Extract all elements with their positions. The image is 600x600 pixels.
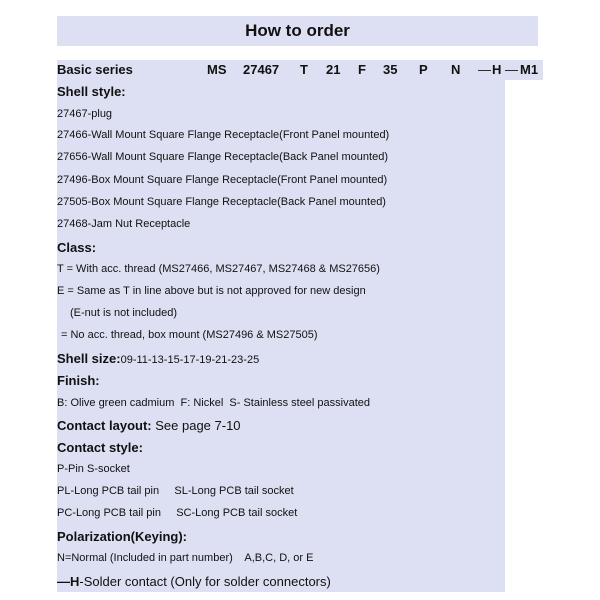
solder-prefix: —H xyxy=(57,574,80,589)
shell-size-row xyxy=(57,351,259,366)
page-title: How to order xyxy=(245,21,350,40)
code-finish: F xyxy=(358,62,366,77)
finish-item: B: Olive green cadmium F: Nickel S- Stainless steel passivated xyxy=(57,397,371,409)
code-contact-style: P xyxy=(419,62,428,77)
contact-style-item: P-Pin S-socket xyxy=(57,463,130,475)
finish-heading: Finish: xyxy=(57,373,100,388)
code-m1: M1 xyxy=(520,62,539,77)
polarization-heading: Polarization(Keying): xyxy=(57,529,188,544)
contact-style-heading: Contact style: xyxy=(57,440,143,455)
shell-style-item: 27496-Box Mount Square Flange Receptacle(Front Panel mounted) xyxy=(57,174,388,186)
solder-text: -Solder contact (Only for solder connectors) xyxy=(79,574,331,589)
solder-row xyxy=(57,574,331,589)
code-h: H xyxy=(492,62,502,77)
code-shell-size: 21 xyxy=(326,62,341,77)
class-item: (E-nut is not included) xyxy=(70,307,177,319)
class-item: = No acc. thread, box mount (MS27496 & MS27505) xyxy=(61,329,318,341)
contact-style-item: PC-Long PCB tail pin SC-Long PCB tail socket xyxy=(57,507,298,519)
shell-style-item: 27468-Jam Nut Receptacle xyxy=(57,218,191,230)
arrow-1: — xyxy=(478,62,491,77)
shell-style-item: 27466-Wall Mount Square Flange Receptacle(Front Panel mounted) xyxy=(57,129,390,141)
contact-layout-value: See page 7-10 xyxy=(151,418,241,433)
code-shell-style: 27467 xyxy=(243,62,280,77)
class-item: T = With acc. thread (MS27466, MS27467, MS27468 & MS27656) xyxy=(57,263,380,275)
contact-layout-heading: Contact layout: xyxy=(57,418,152,433)
class-item: E = Same as T in line above but is not approved for new design xyxy=(57,285,366,297)
class-heading: Class: xyxy=(57,240,97,255)
code-contact-layout: 35 xyxy=(383,62,398,77)
code-ms: MS xyxy=(207,62,227,77)
shell-size-value: 09-11-13-15-17-19-21-23-25 xyxy=(120,354,260,366)
shell-style-item: 27505-Box Mount Square Flange Receptacle(Back Panel mounted) xyxy=(57,196,386,208)
code-class: T xyxy=(300,62,308,77)
polarization-item: N=Normal (Included in part number) A,B,C, D, or E xyxy=(57,552,314,564)
contact-style-item: PL-Long PCB tail pin SL-Long PCB tail socket xyxy=(57,485,294,497)
arrow-2: — xyxy=(505,62,518,77)
shell-style-heading: Shell style: xyxy=(57,84,126,99)
shell-size-heading: Shell size: xyxy=(57,351,121,366)
basic-series-label: Basic series xyxy=(57,62,133,77)
shell-style-item: 27656-Wall Mount Square Flange Receptacle(Back Panel mounted) xyxy=(57,151,388,163)
code-polarization: N xyxy=(451,62,461,77)
shell-style-item: 27467-plug xyxy=(57,108,113,120)
contact-layout-row xyxy=(57,418,241,433)
